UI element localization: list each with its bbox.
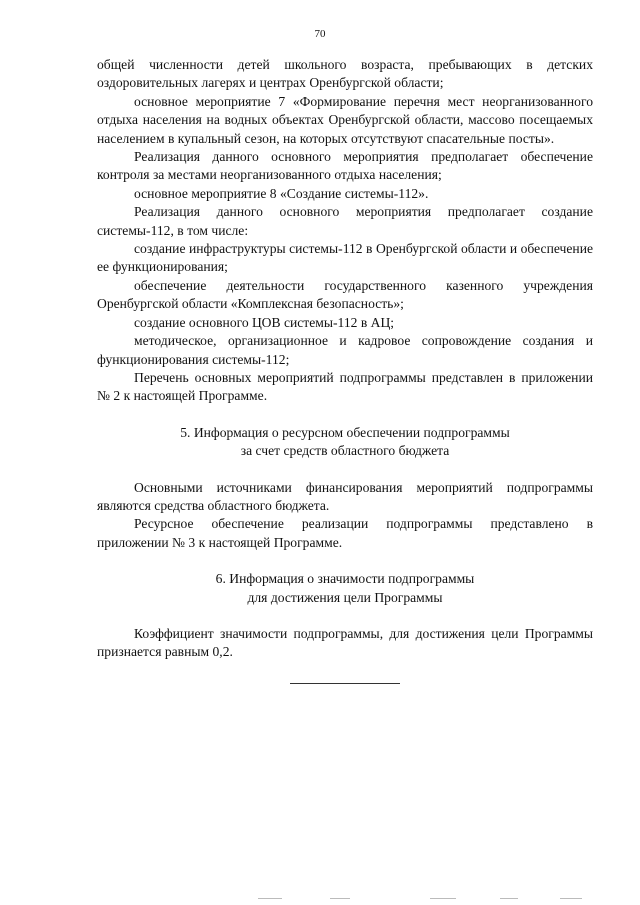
section-5-paragraph-funding: Основными источниками финансирования мероприятий подпрограммы являются средства областного бюджета.: [97, 479, 593, 513]
scan-artifact: [258, 898, 282, 899]
page-number: 70: [314, 28, 326, 40]
paragraph-measure-8: основное мероприятие 8 «Создание системы-112».: [134, 185, 429, 201]
paragraph-cov: создание основного ЦОВ системы-112 в АЦ;: [134, 314, 395, 330]
paragraph-appendix-2: Перечень основных мероприятий подпрограммы представлен в приложении № 2 к настоящей Программе.: [97, 369, 593, 404]
spacer: [97, 406, 593, 424]
paragraph-support: методическое, организационное и кадровое сопровождение создания и функционирования системы-112;: [97, 333, 593, 367]
paragraph-continuation: общей численности детей школьного возраста, пребывающих в детских оздоровительных лагерях и центрах Оренбургской области;: [97, 57, 593, 91]
paragraph-measure-8-implementation: Реализация данного основного мероприятия предполагает создание системы-112, в том числе:: [97, 204, 593, 238]
paragraph-measure-7-implementation: Реализация данного основного мероприятия предполагает обеспечение контроля за местами неорганизованного отдыха населения;: [97, 149, 593, 183]
scan-artifact: [430, 898, 456, 899]
paragraph-measure-7: основное мероприятие 7 «Формирование перечня мест неорганизованного отдыха населения на водных объектах Оренбургской области, массово посещаемых населением в купальный сезон, на которых отсутствуют спасательные посты».: [97, 93, 593, 146]
end-rule: [290, 683, 400, 684]
spacer: [97, 552, 593, 570]
section-6-title-line-1: 6. Информация о значимости подпрограммы: [215, 571, 475, 587]
section-5-paragraph-appendix-3: Ресурсное обеспечение реализации подпрограммы представлено в приложении № 3 к настоящей Программе.: [97, 516, 593, 550]
spacer: [97, 607, 593, 625]
section-6-paragraph-coefficient: Коэффициент значимости подпрограммы, для достижения цели Программы признается равным 0,2.: [97, 625, 593, 660]
section-6-title-line-2: для достижения цели Программы: [247, 589, 443, 605]
section-5-title-line-1: 5. Информация о ресурсном обеспечении подпрограммы: [180, 424, 510, 440]
paragraph-infrastructure: создание инфраструктуры системы-112 в Оренбургской области и обеспечение ее функционирования;: [97, 241, 593, 275]
paragraph-institution: обеспечение деятельности государственного казенного учреждения Оренбургской области «Комплексная безопасность»;: [97, 277, 593, 312]
scan-artifact: [330, 898, 350, 899]
spacer: [97, 461, 593, 479]
document-body: [97, 56, 593, 662]
section-5-title-line-2: за счет средств областного бюджета: [240, 443, 450, 459]
scan-artifact: [500, 898, 518, 899]
scan-artifact: [560, 898, 582, 899]
